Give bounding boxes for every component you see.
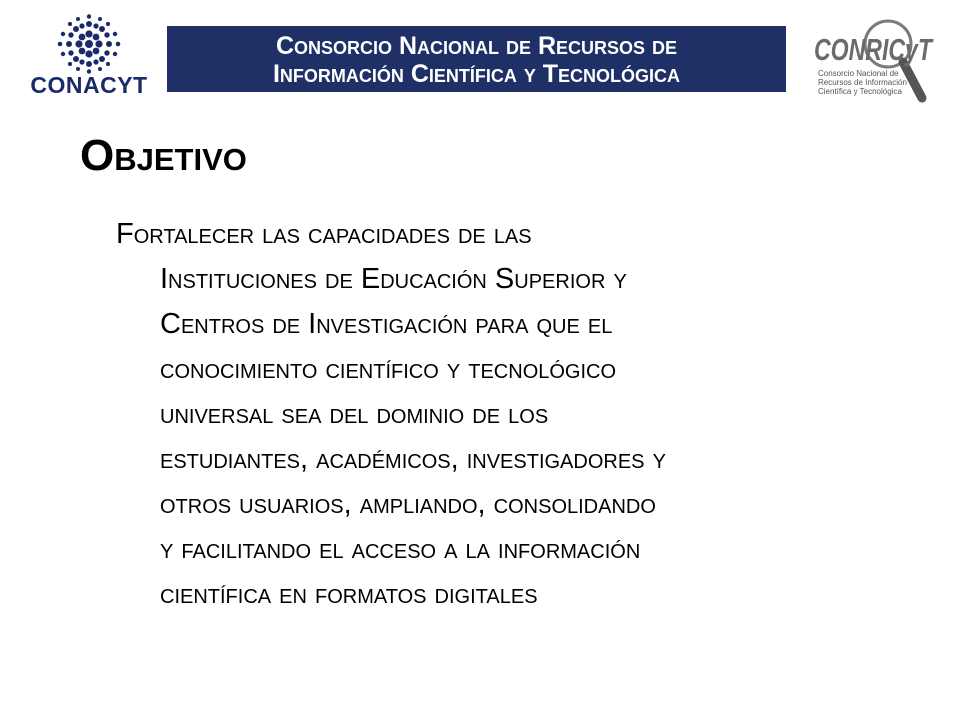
conacyt-logo-text: CONACYT xyxy=(30,72,148,98)
title-banner xyxy=(167,26,786,92)
paragraph-line: Centros de Investigación para que el xyxy=(160,308,613,340)
conricyt-subtitle-line-2: Recursos de Información xyxy=(818,78,907,87)
paragraph-line: y facilitando el acceso a la información xyxy=(160,533,641,565)
slide-heading: Objetivo xyxy=(80,131,247,180)
conricyt-subtitle-line-1: Consorcio Nacional de xyxy=(818,69,899,78)
paragraph-line: otros usuarios, ampliando, consolidando xyxy=(160,488,656,520)
paragraph-line: científica en formatos digitales xyxy=(160,578,538,610)
objective-paragraph xyxy=(116,212,916,617)
conricyt-subtitle xyxy=(818,69,954,96)
conricyt-subtitle-line-3: Científica y Tecnológica xyxy=(818,87,902,96)
conacyt-logo xyxy=(14,14,164,98)
conacyt-emblem-icon xyxy=(46,14,132,74)
banner-line-2: Información Científica y Tecnológica xyxy=(272,60,681,88)
paragraph-line: Instituciones de Educación Superior y xyxy=(160,263,627,295)
paragraph-line: conocimiento científico y tecnológico xyxy=(160,353,617,385)
conricyt-wordmark: CONRICyT xyxy=(814,32,935,67)
paragraph-line: universal sea del dominio de los xyxy=(160,398,549,430)
conricyt-logo xyxy=(806,12,956,108)
paragraph-line: estudiantes, académicos, investigadores y xyxy=(160,443,666,475)
banner-line-1: Consorcio Nacional de Recursos de xyxy=(276,32,677,60)
paragraph-line: Fortalecer las capacidades de las xyxy=(116,218,532,250)
